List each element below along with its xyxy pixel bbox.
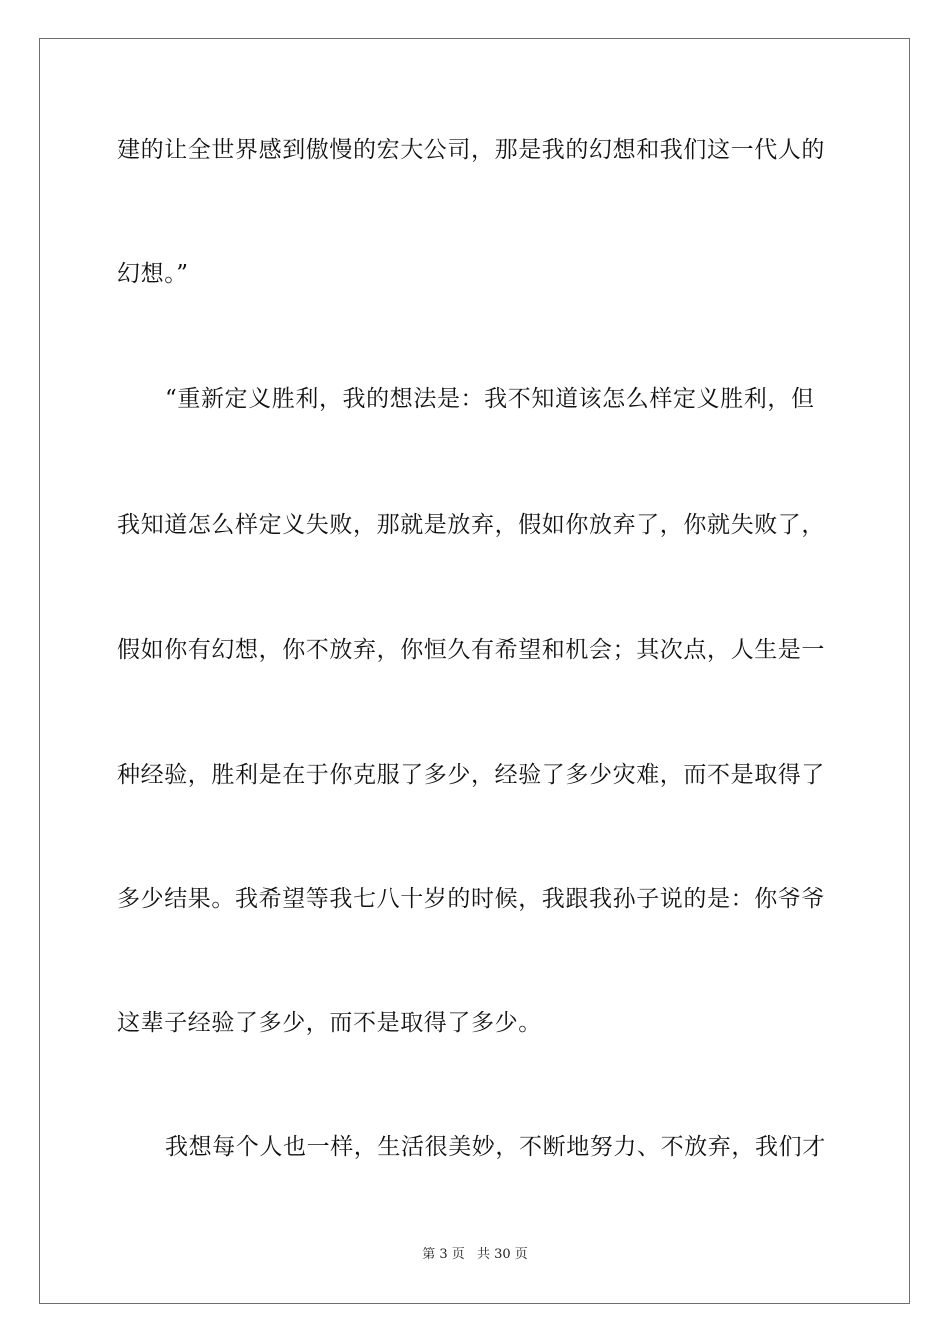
page-number: 第 3 页 (422, 1247, 465, 1262)
paragraph-line: “重新定义胜利，我的想法是：我不知道该怎么样定义胜利，但 (165, 386, 815, 412)
page-total: 共 30 页 (476, 1247, 528, 1262)
paragraph-line: 我知道怎么样定义失败，那就是放弃，假如你放弃了，你就失败了， (117, 512, 825, 538)
paragraph-line: 建的让全世界感到傲慢的宏大公司，那是我的幻想和我们这一代人的 (117, 137, 825, 163)
paragraph-line: 幻想。” (117, 261, 189, 287)
paragraph-line: 多少结果。我希望等我七八十岁的时候，我跟我孙子说的是：你爷爷 (117, 886, 825, 912)
paragraph-line: 种经验，胜利是在于你克服了多少，经验了多少灾难，而不是取得了 (117, 762, 825, 788)
paragraph-line: 这辈子经验了多少，而不是取得了多少。 (117, 1010, 542, 1036)
paragraph-line: 我想每个人也一样，生活很美妙，不断地努力、不放弃，我们才 (165, 1134, 826, 1160)
page-frame (39, 38, 910, 1304)
page-footer (0, 1246, 950, 1264)
paragraph-line: 假如你有幻想，你不放弃，你恒久有希望和机会；其次点，人生是一 (117, 637, 825, 663)
